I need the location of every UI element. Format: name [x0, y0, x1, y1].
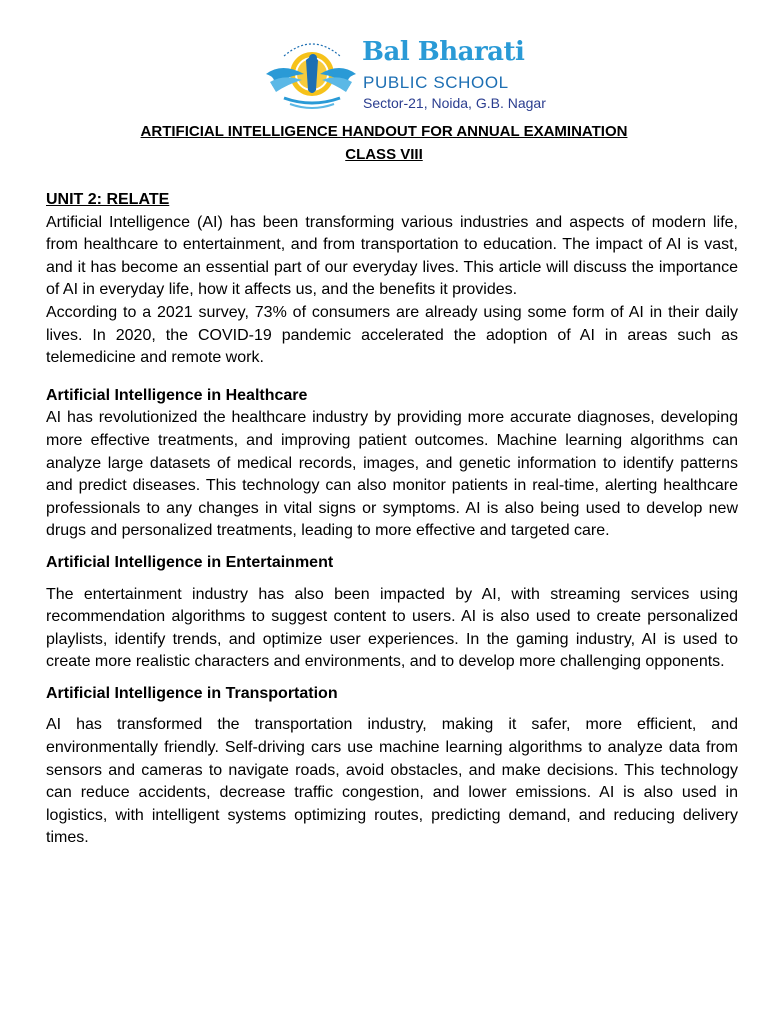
section-body-healthcare: AI has revolutionized the healthcare industry by providing more accurate diagnoses, developing more effective treatments, and improving patient outcomes. Machine learning algorithms can analyze large datasets of medical records, images, and genetic information to identify patterns and predict diseases. This technology can also monitor patients in real-time, alerting healthcare professionals to any changes in vital signs or symptoms. AI is also being used to develop new drugs and personalized treatments, leading to more effective and targeted care.	[46, 409, 738, 540]
class-title: CLASS VIII	[345, 146, 423, 163]
school-name: Bal Bharati	[362, 37, 525, 67]
section-heading-entertainment: Artificial Intelligence in Entertainment	[46, 553, 334, 571]
document-title: ARTIFICIAL INTELLIGENCE HANDOUT FOR ANNUAL EXAMINATION	[140, 123, 628, 140]
section-body-transportation: AI has transformed the transportation industry, making it safer, more efficient, and environmentally friendly. Self-driving cars use machine learning algorithms to analyze data from sensors and cameras to navigate roads, avoid obstacles, and make decisions. This technology can reduce accidents, decrease traffic congestion, and lower emissions. AI is also used in logistics, with intelligent systems optimizing routes, predicting demand, and reducing delivery times.	[46, 716, 738, 847]
document-body	[46, 189, 738, 850]
unit-heading: UNIT 2: RELATE	[46, 191, 170, 208]
intro-paragraph: Artificial Intelligence (AI) has been transforming various industries and aspects of modern life, from healthcare to entertainment, and from transportation to education. The impact of AI is vast, and it has become an essential part of our everyday lives. This article will discuss the importance of AI in everyday life, how it affects us, and the benefits it provides.	[46, 213, 738, 299]
school-address: Sector-21, Noida, G.B. Nagar	[363, 95, 546, 111]
school-emblem-icon	[262, 34, 360, 114]
survey-paragraph: According to a 2021 survey, 73% of consumers are already using some form of AI in their daily lives. In 2020, the COVID-19 pandemic accelerated the adoption of AI in areas such as telemedicine and remote work.	[46, 303, 738, 367]
school-type: PUBLIC SCHOOL	[363, 73, 509, 92]
section-heading-transportation: Artificial Intelligence in Transportation	[46, 684, 338, 702]
section-heading-healthcare: Artificial Intelligence in Healthcare	[46, 386, 308, 404]
school-logo	[262, 34, 546, 116]
section-body-entertainment: The entertainment industry has also been impacted by AI, with streaming services using recommendation algorithms to suggest content to users. AI is also used to create personalized playlists, identify trends, and optimize user experiences. In the gaming industry, AI is used to create more realistic characters and environments, and to develop more challenging opponents.	[46, 585, 738, 671]
